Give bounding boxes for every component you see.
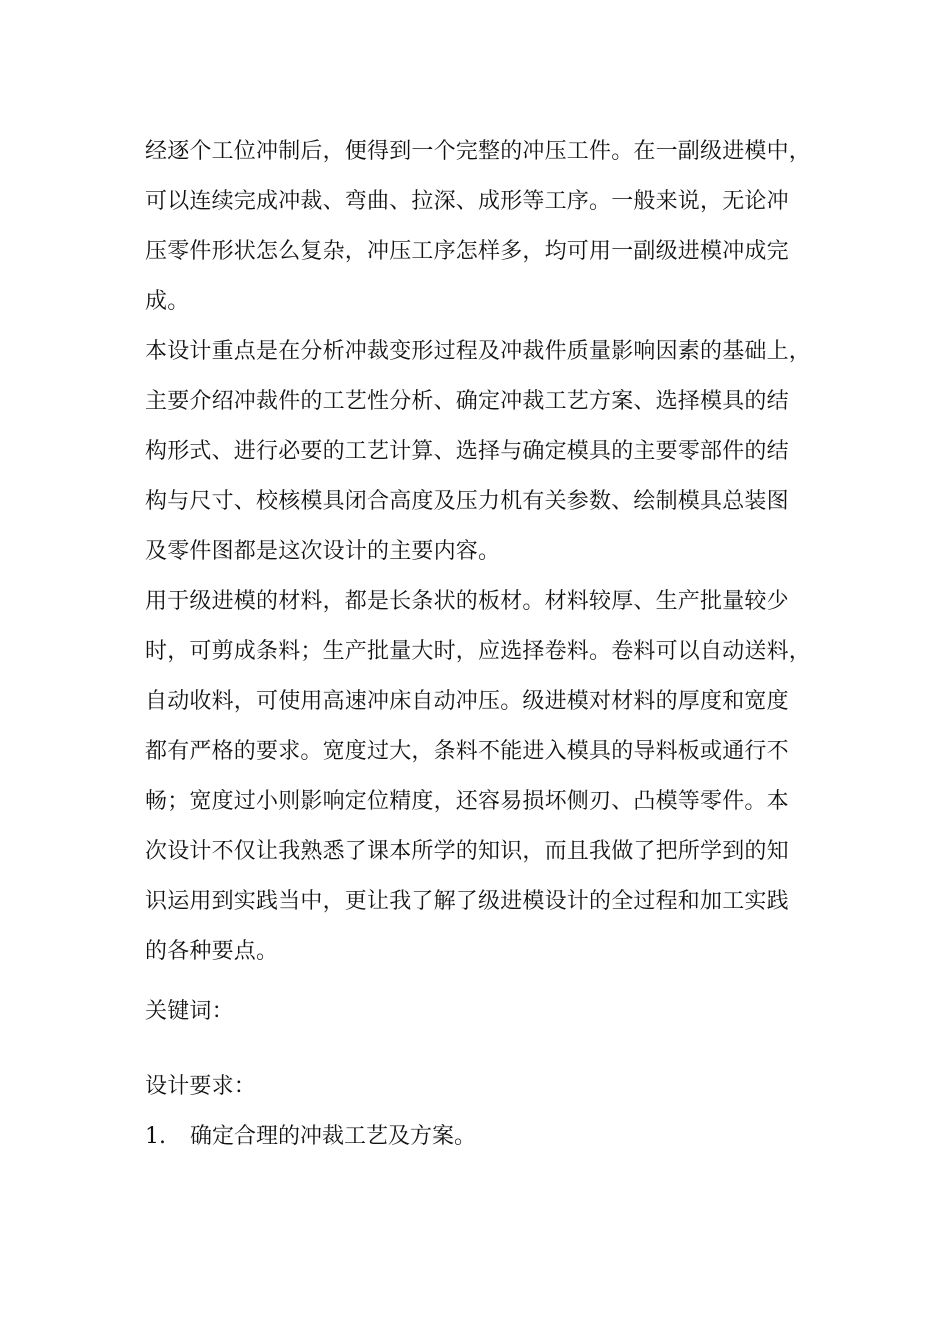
paragraph3-line: 畅；宽度过小则影响定位精度，还容易损坏侧刃、凸模等零件。本 xyxy=(145,789,789,814)
paragraph2-line: 构形式、进行必要的工艺计算、选择与确定模具的主要零部件的结 xyxy=(145,439,789,464)
list-item-number: 1. xyxy=(145,1124,166,1149)
paragraph3-line: 的各种要点。 xyxy=(145,939,279,964)
requirements-heading: 设计要求： xyxy=(145,1074,257,1099)
paragraph2-line: 构与尺寸、校核模具闭合高度及压力机有关参数、绘制模具总装图 xyxy=(145,489,789,514)
paragraph1-line: 经逐个工位冲制后，便得到一个完整的冲压工件。在一副级进模中， xyxy=(145,139,812,164)
paragraph3-line: 自动收料，可使用高速冲床自动冲压。级进模对材料的厚度和宽度 xyxy=(145,689,789,714)
paragraph3-line: 都有严格的要求。宽度过大，条料不能进入模具的导料板或通行不 xyxy=(145,739,789,764)
paragraph3-line: 时，可剪成条料；生产批量大时，应选择卷料。卷料可以自动送料， xyxy=(145,639,812,664)
list-item-text: 确定合理的冲裁工艺及方案。 xyxy=(190,1124,477,1149)
paragraph2-line: 及零件图都是这次设计的主要内容。 xyxy=(145,539,501,564)
paragraph2-line: 本设计重点是在分析冲裁变形过程及冲裁件质量影响因素的基础上， xyxy=(145,339,812,364)
paragraph3-line: 用于级进模的材料，都是长条状的板材。材料较厚、生产批量较少 xyxy=(145,589,789,614)
paragraph1-line: 压零件形状怎么复杂，冲压工序怎样多，均可用一副级进模冲成完 xyxy=(145,239,789,264)
paragraph1-line: 成。 xyxy=(145,289,190,314)
paragraph2-line: 主要介绍冲裁件的工艺性分析、确定冲裁工艺方案、选择模具的结 xyxy=(145,389,789,414)
paragraph1-line: 可以连续完成冲裁、弯曲、拉深、成形等工序。一般来说，无论冲 xyxy=(145,189,789,214)
paragraph3-line: 识运用到实践当中，更让我了解了级进模设计的全过程和加工实践 xyxy=(145,889,789,914)
keywords-label: 关键词： xyxy=(145,999,234,1024)
paragraph3-line: 次设计不仅让我熟悉了课本所学的知识，而且我做了把所学到的知 xyxy=(145,839,789,864)
